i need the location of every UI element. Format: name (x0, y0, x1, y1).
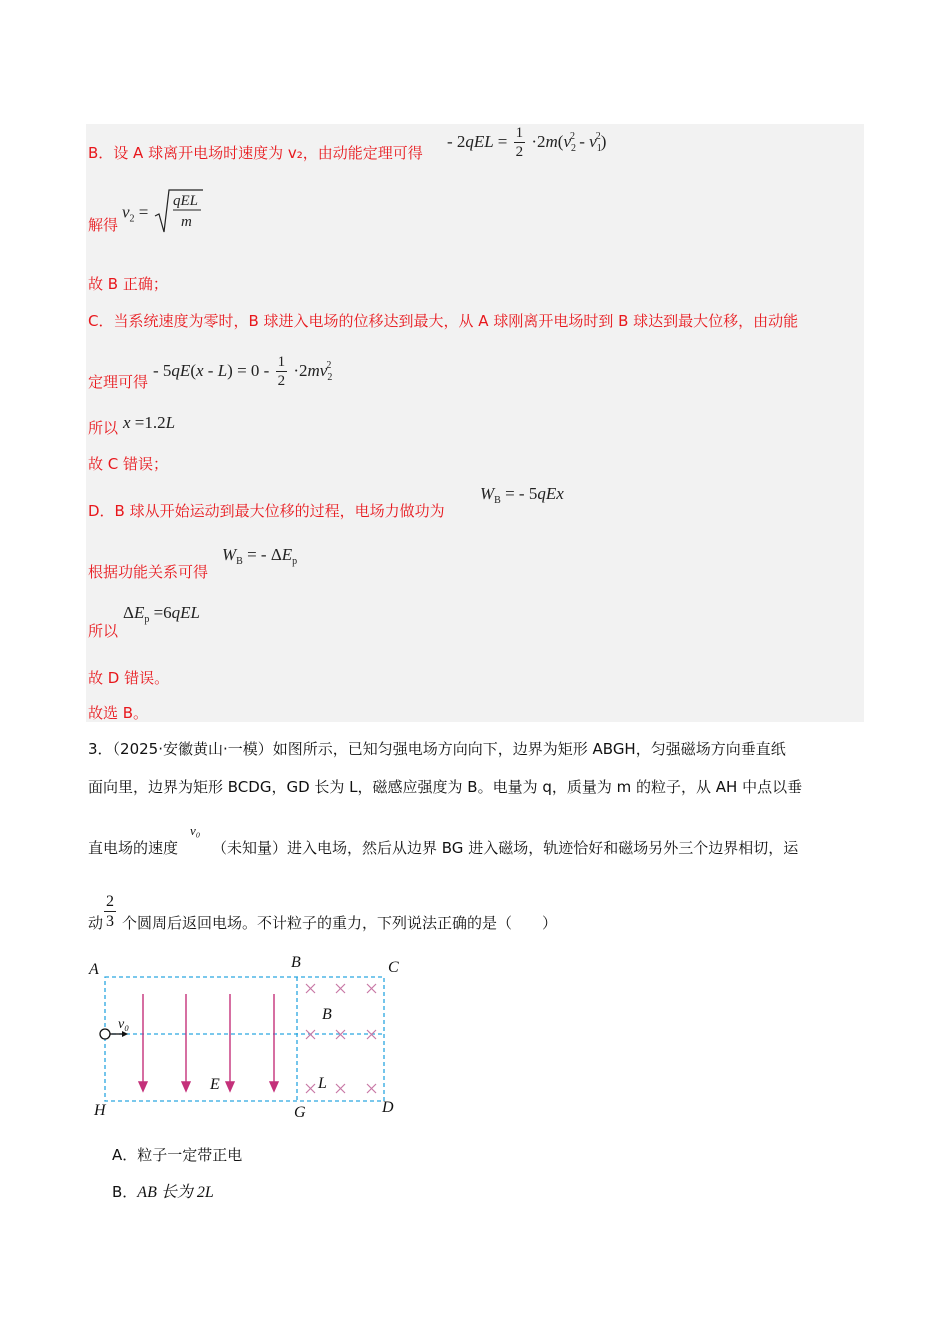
svg-text:qEL: qEL (172, 193, 198, 209)
question-line4-end: 个圆周后返回电场。不计粒子的重力，下列说法正确的是（ ） (122, 914, 558, 932)
d-conclusion: 故 D 错误。 (88, 669, 170, 687)
magnetic-field-crosses (306, 984, 376, 1093)
sqrt-icon (153, 188, 203, 234)
label-G: G (294, 1104, 306, 1121)
so-label-2: 所以 (88, 622, 119, 640)
solution-d-line: D．B 球从开始运动到最大位移的过程，电场力做功为 (88, 502, 445, 520)
solution-c-line1: C．当系统速度为零时，B 球进入电场的位移达到最大，从 A 球刚离开电场时到 B 球达到最大位移，由动能 (88, 312, 799, 330)
question-line2: 面向里，边界为矩形 BCDG，GD 长为 L，磁感应强度为 B。电量为 q，质量为 m 的粒子，从 AH 中点以垂 (88, 778, 803, 796)
question-fraction: 2 3 (106, 893, 114, 930)
equation-wb: $W_B$ = - 5qEx (480, 484, 564, 506)
particle (100, 1029, 110, 1039)
equation-b-energy: - 2qEL = $\frac{1}{2}$ $\cdot 2m(v_2^2 - v_1^2)$ (447, 125, 607, 160)
question-v0: v₀ (190, 823, 201, 838)
final-answer: 故选 B。 (88, 704, 149, 722)
label-E: E (210, 1076, 220, 1093)
label-A: A (89, 961, 99, 978)
equation-v2: $v_2$ = qEL m (122, 188, 203, 239)
solution-b-line: B．设 A 球离开电场时速度为 v₂，由动能定理可得 (88, 144, 423, 162)
option-b: B．AB 长为 2L (112, 1183, 214, 1201)
c-conclusion: 故 C 错误； (88, 455, 169, 473)
label-D: D (382, 1099, 394, 1116)
question-line1: 3．（2025·安徽黄山·一模）如图所示，已知匀强电场方向向下，边界为矩形 ABGH，匀强磁场方向垂直纸 (88, 740, 786, 758)
label-B: B (291, 954, 301, 971)
so-label-1: 所以 (88, 419, 119, 437)
label-L: L (318, 1075, 327, 1092)
label-H: H (94, 1102, 106, 1119)
solve-label: 解得 (88, 216, 119, 234)
field-diagram (86, 952, 416, 1122)
equation-de: $\Delta E_p =6qEL$ (123, 603, 201, 625)
b-conclusion: 故 B 正确； (88, 275, 168, 293)
question-line4-start: 动 (88, 914, 104, 932)
svg-text:m: m (180, 214, 192, 230)
option-a: A．粒子一定带正电 (112, 1146, 243, 1164)
equation-x: x =1.2L (123, 413, 176, 432)
electric-field-lines (139, 994, 278, 1091)
equation-c-energy: - 5qE(x - L) = 0 - $\frac{1}{2}$ $\cdot 2mv_2^2$ (153, 354, 333, 389)
solution-c-line2: 定理可得 (88, 373, 149, 391)
label-C: C (388, 959, 399, 976)
equation-wb-de: $W_B$ = - $\Delta E_p$ (222, 545, 298, 567)
solution-panel (86, 124, 864, 722)
question-line3-start: 直电场的速度 (88, 839, 179, 857)
label-v0: v₀ (118, 1017, 130, 1032)
label-B-field: B (322, 1006, 332, 1023)
question-line3-end: （未知量）进入电场，然后从边界 BG 进入磁场，轨迹恰好和磁场另外三个边界相切，运 (212, 839, 799, 857)
energy-label: 根据功能关系可得 (88, 563, 209, 581)
